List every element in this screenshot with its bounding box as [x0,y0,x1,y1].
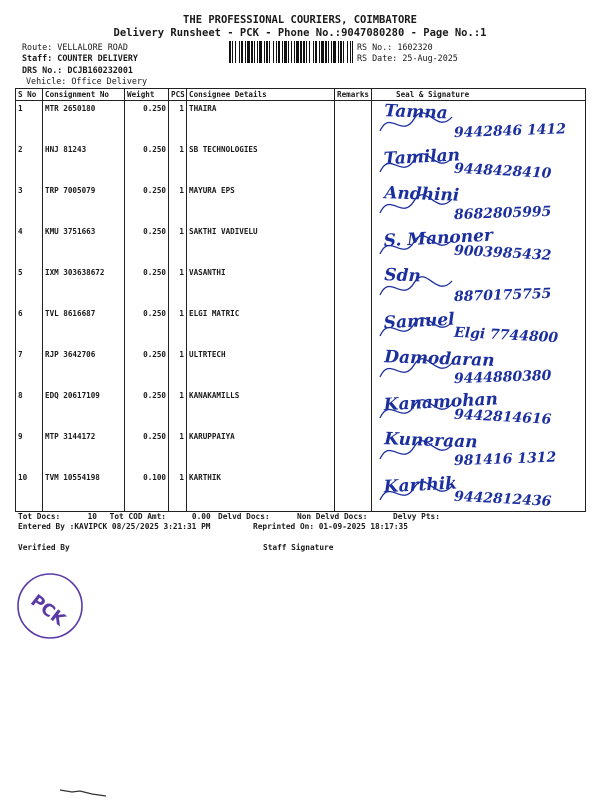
row-pcs: 1 [169,142,187,183]
col-weight: Weight [125,89,169,101]
row-pcs: 1 [169,429,187,470]
row-sno: 3 [16,183,43,224]
scan-mark [58,782,118,798]
table-row [16,470,586,512]
rs-date: RS Date: 25-Aug-2025 [357,53,458,63]
row-sno: 7 [16,347,43,388]
col-remarks: Remarks [335,89,372,101]
route-label: Route: VELLALORE ROAD [22,42,128,52]
row-sno: 5 [16,265,43,306]
rs-number: RS No.: 1602320 [357,42,433,52]
row-consignment-no: IXM 303638672 [43,265,125,306]
row-weight: 0.250 [125,347,169,388]
signature-name: Damodaran [383,347,495,371]
row-consignment-no: EDQ 20617109 [43,388,125,429]
tot-cod-label: Tot COD Amt: [109,512,166,521]
tot-cod-value: 0.00 [191,512,211,521]
col-seal-signature: Seal & Signature [372,89,586,101]
stamp-text: PCK [26,590,69,631]
col-sno: S No [16,89,43,101]
staff-label: Staff: COUNTER DELIVERY [22,53,138,63]
col-consignee-details: Consignee Details [187,89,335,101]
row-consignee: THAIRA [187,101,335,143]
row-weight: 0.250 [125,429,169,470]
row-weight: 0.250 [125,224,169,265]
drs-number: DRS No.: DCJB160232001 [22,65,133,75]
row-weight: 0.250 [125,306,169,347]
tot-docs-value: 10 [87,512,97,521]
signature-phone: 9003985432 [453,242,552,264]
row-consignment-no: MTR 2650180 [43,101,125,143]
signature-name: Sdn [383,265,422,287]
signature-name: Kanamohan [383,389,499,416]
signature-name: S. Manoner [383,225,494,252]
row-pcs: 1 [169,183,187,224]
row-consignee: SB TECHNOLOGIES [187,142,335,183]
reprinted-on: Reprinted On: 01-09-2025 18:17:35 [253,522,408,531]
row-pcs: 1 [169,306,187,347]
row-consignee: VASANTHI [187,265,335,306]
signature-phone: 9442814616 [453,406,552,428]
signature-name: Tamilan [383,145,461,170]
row-pcs: 1 [169,101,187,143]
barcode-image [229,41,353,63]
row-consignee: KANAKAMILLS [187,388,335,429]
company-name: THE PROFESSIONAL COURIERS, COIMBATORE [183,14,417,26]
staff-signature-label: Staff Signature [263,543,334,552]
signature-phone: Elgi 7744800 [453,324,559,347]
row-signature-cell [372,470,586,512]
signature-phone: 981416 1312 [453,449,557,470]
row-pcs: 1 [169,224,187,265]
runsheet-table [15,88,586,512]
signature-phone: 8682805995 [453,203,552,224]
signature-name: Kuneraan [383,429,478,453]
row-consignee: ELGI MATRIC [187,306,335,347]
signature-name: Samuel [383,309,456,334]
row-sno: 2 [16,142,43,183]
vehicle-label: Vehicle: Office Delivery [26,76,148,86]
row-consignee: SAKTHI VADIVELU [187,224,335,265]
col-consignment-no: Consignment No [43,89,125,101]
signature-phone: 8870175755 [453,285,552,306]
row-pcs: 1 [169,470,187,512]
tot-docs-label: Tot Docs: [18,512,61,521]
row-sno: 4 [16,224,43,265]
row-weight: 0.250 [125,101,169,143]
row-weight: 0.100 [125,470,169,512]
verified-by-label: Verified By [18,543,70,552]
handwritten-signature [366,464,584,514]
runsheet-subtitle: Delivery Runsheet - PCK - Phone No.:9047080280 - Page No.:1 [113,27,487,39]
row-consignee: KARTHIK [187,470,335,512]
row-consignment-no: RJP 3642706 [43,347,125,388]
row-consignee: MAYURA EPS [187,183,335,224]
table-body [16,101,586,512]
non-delvd-docs-label: Non Delvd Docs: [297,512,368,521]
signature-name: Tamna [383,101,448,124]
row-sno: 9 [16,429,43,470]
row-sno: 10 [16,470,43,512]
row-sno: 8 [16,388,43,429]
row-consignee: ULTRTECH [187,347,335,388]
row-consignee: KARUPPAIYA [187,429,335,470]
pck-stamp [10,570,92,642]
col-pcs: PCS [169,89,187,101]
row-consignment-no: TVL 8616687 [43,306,125,347]
signature-phone: 9442812436 [453,488,552,510]
delvd-docs-label: Delvd Docs: [218,512,270,521]
row-consignment-no: TRP 7005079 [43,183,125,224]
row-consignment-no: KMU 3751663 [43,224,125,265]
row-weight: 0.250 [125,183,169,224]
row-weight: 0.250 [125,142,169,183]
signature-phone: 9444880380 [453,367,552,388]
signature-phone: 9442846 1412 [453,121,567,142]
row-pcs: 1 [169,265,187,306]
row-consignment-no: HNJ 81243 [43,142,125,183]
row-pcs: 1 [169,347,187,388]
row-sno: 6 [16,306,43,347]
signature-name: Andhini [383,183,460,206]
signature-name: Karthik [383,473,458,498]
row-pcs: 1 [169,388,187,429]
row-weight: 0.250 [125,388,169,429]
delvy-pts-label: Delvy Pts: [393,512,440,521]
row-consignment-no: TVM 10554198 [43,470,125,512]
row-consignment-no: MTP 3144172 [43,429,125,470]
row-sno: 1 [16,101,43,143]
signature-phone: 9448428410 [453,160,552,182]
entered-by: Entered By :KAVIPCK 08/25/2025 3:21:31 PM [18,522,211,531]
row-weight: 0.250 [125,265,169,306]
